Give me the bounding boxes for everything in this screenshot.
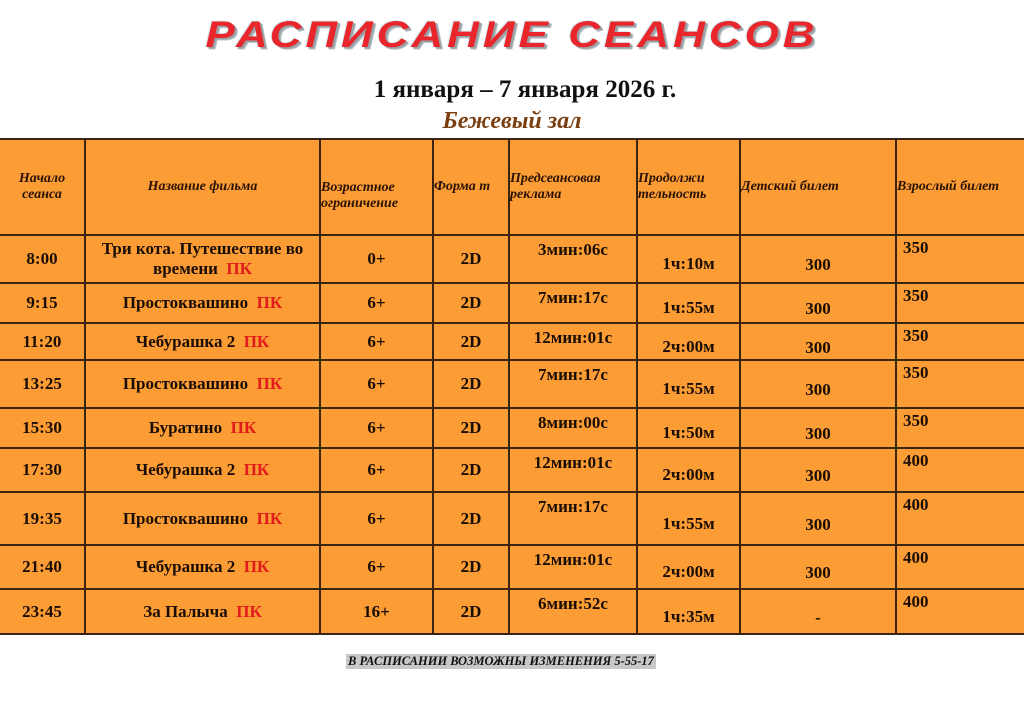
adult-ticket-cell (896, 492, 1024, 545)
child-ticket-cell (740, 545, 896, 589)
duration-text: 1ч:55м (662, 379, 715, 398)
pre-show-ads-text: 7мин:17с (538, 288, 608, 307)
duration-text: 2ч:00м (662, 562, 715, 581)
format-text: 2D (460, 249, 482, 268)
pre-show-ads-cell (509, 323, 637, 360)
duration-text: 2ч:00м (662, 336, 715, 356)
child-ticket-text: 300 (805, 299, 831, 318)
duration-cell (637, 235, 740, 283)
start-time-cell (0, 235, 85, 283)
child-ticket-text: 300 (805, 337, 831, 357)
age-rating-cell (320, 408, 433, 448)
age-rating-text: 6+ (367, 508, 386, 528)
duration-text: 1ч:55м (662, 298, 715, 317)
film-title-cell (85, 545, 320, 589)
pk-badge: ПК (256, 374, 283, 393)
col-header-format: Форма т (433, 139, 509, 235)
pk-badge: ПК (243, 460, 270, 479)
child-ticket-cell (740, 408, 896, 448)
pre-show-ads-text: 12мин:01с (533, 550, 613, 569)
format-text: 2D (460, 557, 482, 576)
format-text: 2D (460, 460, 482, 479)
pre-show-ads-text: 12мин:01с (533, 328, 613, 347)
start-time-text: 17:30 (22, 460, 62, 479)
age-rating-cell (320, 323, 433, 360)
start-time-cell (0, 545, 85, 589)
format-cell (433, 360, 509, 408)
film-title-cell (85, 283, 320, 323)
schedule-table (0, 138, 1024, 635)
child-ticket-cell (740, 589, 896, 634)
age-rating-text: 6+ (367, 418, 386, 437)
format-cell (433, 448, 509, 492)
date-range: 1 января – 7 января 2026 г. (373, 76, 677, 103)
table-row (0, 448, 1024, 492)
film-title-text: Буратино (148, 418, 223, 437)
format-cell (433, 408, 509, 448)
film-title-text: Простоквашино (122, 293, 249, 312)
table-header-row (0, 139, 1024, 235)
pre-show-ads-text: 12мин:01с (533, 453, 613, 472)
adult-ticket-text: 350 (903, 238, 929, 257)
child-ticket-cell (740, 235, 896, 283)
child-ticket-cell (740, 448, 896, 492)
adult-ticket-text: 350 (903, 326, 929, 345)
age-rating-cell (320, 235, 433, 283)
film-title-text: Простоквашино (122, 374, 249, 393)
age-rating-text: 16+ (363, 601, 390, 621)
duration-cell (637, 323, 740, 360)
pre-show-ads-text: 8мин:00с (538, 413, 608, 432)
duration-text: 1ч:50м (662, 423, 715, 442)
start-time-text: 15:30 (22, 418, 62, 437)
table-row (0, 283, 1024, 323)
adult-ticket-cell (896, 283, 1024, 323)
adult-ticket-cell (896, 408, 1024, 448)
pre-show-ads-cell (509, 448, 637, 492)
page-title: РАСПИСАНИЕ СЕАНСОВ (205, 13, 819, 56)
pk-badge: ПК (236, 601, 262, 621)
table-row (0, 545, 1024, 589)
adult-ticket-text: 350 (903, 363, 929, 382)
col-header-child-ticket: Детский билет (740, 139, 896, 235)
col-header-pre-show-ads: Предсеансовая реклама (509, 139, 637, 235)
age-rating-text: 6+ (367, 460, 386, 479)
age-rating-cell (320, 545, 433, 589)
age-rating-text: 0+ (367, 249, 386, 268)
pre-show-ads-cell (509, 283, 637, 323)
start-time-text: 23:45 (22, 601, 62, 621)
start-time-text: 21:40 (22, 557, 62, 576)
format-text: 2D (460, 293, 482, 312)
hall-name: Бежевый зал (442, 108, 582, 134)
adult-ticket-cell (896, 360, 1024, 408)
format-cell (433, 589, 509, 634)
duration-text: 1ч:35м (662, 606, 715, 626)
start-time-cell (0, 360, 85, 408)
start-time-cell (0, 323, 85, 360)
format-text: 2D (460, 374, 482, 393)
format-cell (433, 283, 509, 323)
age-rating-text: 6+ (367, 331, 386, 351)
pre-show-ads-text: 7мин:17с (538, 497, 608, 516)
child-ticket-cell (740, 360, 896, 408)
col-header-age-rating: Возрастное ограничение (320, 139, 433, 235)
age-rating-cell (320, 589, 433, 634)
age-rating-cell (320, 360, 433, 408)
child-ticket-text: 300 (805, 380, 831, 399)
table-row (0, 235, 1024, 283)
start-time-cell (0, 283, 85, 323)
pre-show-ads-cell (509, 589, 637, 634)
age-rating-cell (320, 448, 433, 492)
adult-ticket-cell (896, 589, 1024, 634)
start-time-cell (0, 492, 85, 545)
start-time-text: 9:15 (26, 293, 58, 312)
duration-cell (637, 283, 740, 323)
format-cell (433, 492, 509, 545)
pk-badge: ПК (226, 259, 252, 278)
film-title-cell (85, 408, 320, 448)
start-time-cell (0, 448, 85, 492)
duration-cell (637, 492, 740, 545)
film-title-text: Простоквашино (122, 508, 249, 528)
adult-ticket-cell (896, 448, 1024, 492)
table-row (0, 323, 1024, 360)
pre-show-ads-cell (509, 235, 637, 283)
schedule-change-notice: В РАСПИСАНИИ ВОЗМОЖНЫ ИЗМЕНЕНИЯ 5-55-17 (348, 654, 654, 668)
age-rating-cell (320, 492, 433, 545)
film-title-text: Чебурашка 2 (135, 557, 236, 576)
pre-show-ads-text: 3мин:06с (538, 240, 608, 259)
film-title-text: Чебурашка 2 (135, 460, 236, 479)
start-time-text: 13:25 (22, 374, 62, 393)
table-row (0, 492, 1024, 545)
adult-ticket-text: 350 (903, 286, 929, 305)
adult-ticket-text: 400 (903, 592, 929, 611)
duration-cell (637, 448, 740, 492)
film-title-cell (85, 235, 320, 283)
pre-show-ads-cell (509, 492, 637, 545)
child-ticket-cell (740, 492, 896, 545)
child-ticket-text: 300 (805, 563, 831, 582)
child-ticket-text: 300 (805, 514, 831, 534)
child-ticket-text: 300 (805, 466, 831, 485)
col-header-start-time: Начало сеанса (0, 139, 85, 235)
age-rating-cell (320, 283, 433, 323)
pk-badge: ПК (243, 331, 270, 351)
age-rating-text: 6+ (367, 293, 386, 312)
duration-text: 1ч:10м (662, 254, 715, 273)
col-header-duration: Продолжи тельность (637, 139, 740, 235)
duration-text: 1ч:55м (662, 513, 715, 533)
format-text: 2D (460, 418, 482, 437)
film-title-cell (85, 492, 320, 545)
film-title-cell (85, 589, 320, 634)
film-title-text: Чебурашка 2 (135, 331, 236, 351)
child-ticket-cell (740, 323, 896, 360)
duration-cell (637, 589, 740, 634)
child-ticket-cell (740, 283, 896, 323)
table-row (0, 408, 1024, 448)
format-cell (433, 323, 509, 360)
adult-ticket-cell (896, 545, 1024, 589)
film-title-cell (85, 323, 320, 360)
format-text: 2D (460, 331, 482, 351)
col-header-adult-ticket: Взрослый билет (896, 139, 1024, 235)
adult-ticket-cell (896, 235, 1024, 283)
pre-show-ads-cell (509, 360, 637, 408)
pk-badge: ПК (256, 508, 283, 528)
start-time-cell (0, 408, 85, 448)
duration-cell (637, 545, 740, 589)
format-cell (433, 545, 509, 589)
adult-ticket-cell (896, 323, 1024, 360)
age-rating-text: 6+ (367, 374, 386, 393)
pk-badge: ПК (243, 557, 270, 576)
col-header-film-title: Название фильма (85, 139, 320, 235)
format-cell (433, 235, 509, 283)
child-ticket-text: 300 (805, 255, 831, 274)
duration-cell (637, 360, 740, 408)
film-title-cell (85, 360, 320, 408)
pre-show-ads-cell (509, 408, 637, 448)
pk-badge: ПК (230, 418, 257, 437)
table-row (0, 360, 1024, 408)
format-text: 2D (460, 601, 482, 621)
adult-ticket-text: 400 (903, 495, 929, 514)
pre-show-ads-text: 7мин:17с (538, 365, 608, 384)
start-time-text: 8:00 (26, 249, 58, 268)
child-ticket-text: - (815, 607, 821, 627)
film-title-cell (85, 448, 320, 492)
duration-cell (637, 408, 740, 448)
pk-badge: ПК (256, 293, 283, 312)
film-title-text: За Палыча (143, 601, 228, 621)
start-time-text: 11:20 (22, 331, 62, 351)
start-time-cell (0, 589, 85, 634)
child-ticket-text: 300 (805, 424, 831, 443)
pre-show-ads-cell (509, 545, 637, 589)
duration-text: 2ч:00м (662, 465, 715, 484)
start-time-text: 19:35 (22, 508, 62, 528)
pre-show-ads-text: 6мин:52с (538, 594, 608, 613)
adult-ticket-text: 350 (903, 411, 929, 430)
adult-ticket-text: 400 (903, 548, 929, 567)
age-rating-text: 6+ (367, 557, 386, 576)
table-row (0, 589, 1024, 634)
adult-ticket-text: 400 (903, 451, 929, 470)
format-text: 2D (460, 508, 482, 528)
film-title-text: Три кота. Путешествие во времени (101, 239, 304, 278)
